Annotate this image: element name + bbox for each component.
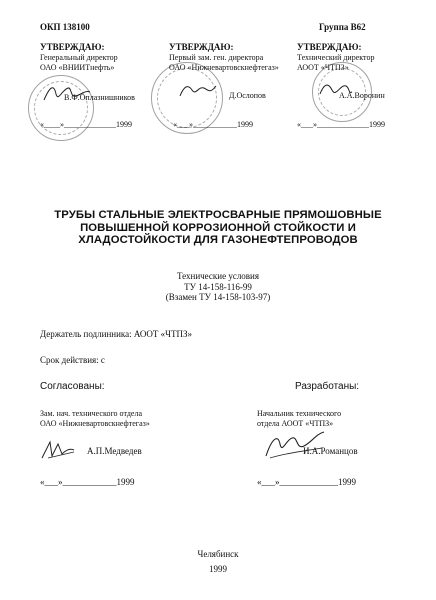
document-title: [40, 209, 396, 247]
approval-3-signer: А.А.Воронин: [339, 91, 385, 100]
spec-replaces: (Взамен ТУ 14-158-103-97): [165, 292, 271, 302]
original-holder: Держатель подлинника: АООТ «ЧТПЗ»: [40, 329, 193, 339]
title-line-2: ПОВЫШЕННОЙ КОРРОЗИОННОЙ СТОЙКОСТИ И: [80, 221, 356, 234]
footer-city: Челябинск: [197, 549, 239, 559]
developed-signer: И.А.Романцов: [303, 446, 358, 456]
agreed-date: «___»____________1999: [40, 477, 135, 487]
approval-1-org: ОАО «ВНИИТнефть»: [40, 63, 115, 72]
approval-2-position: Первый зам. ген. директора: [169, 53, 264, 62]
approval-3-heading: УТВЕРЖДАЮ:: [297, 42, 362, 52]
spec-type: Технические условия: [176, 271, 260, 281]
title-line-3: ХЛАДОСТОЙКОСТИ ДЛЯ ГАЗОНЕФТЕПРОВОДОВ: [78, 234, 358, 246]
approval-2-date: «___»___________1999: [173, 120, 253, 129]
title-line-1: ТРУБЫ СТАЛЬНЫЕ ЭЛЕКТРОСВАРНЫЕ ПРЯМОШОВНЫЕ: [54, 209, 382, 221]
agreed-position: Зам. нач. технического отдела: [40, 409, 142, 418]
developed-date: «___»_____________1999: [257, 477, 356, 487]
approval-1-heading: УТВЕРЖДАЮ:: [40, 42, 105, 52]
agreed-signer: А.П.Медведев: [87, 446, 142, 456]
developed-org: отдела АООТ «ЧТПЗ»: [257, 419, 334, 428]
group-code: Группа В62: [319, 22, 366, 32]
agreed-org: ОАО «Нижневартовскнефтегаз»: [40, 419, 150, 428]
approval-3-date: «___»_____________1999: [297, 120, 385, 129]
approval-2-heading: УТВЕРЖДАЮ:: [169, 42, 234, 52]
spec-block: [118, 271, 318, 303]
approval-1-signer: В.Ф.Оплазнишников: [64, 93, 135, 102]
approval-2-signer: Д.Ослопов: [229, 91, 266, 100]
approval-2-org: ОАО «Нижневартовскнефтегаз»: [169, 63, 279, 72]
approval-2-signature: [178, 80, 218, 100]
developed-signature: [262, 428, 332, 462]
approval-1-position: Генеральный директор: [40, 53, 118, 62]
spec-number: ТУ 14-158-116-99: [184, 281, 252, 292]
approval-3-org: АООТ «ЧТПЗ»: [297, 63, 349, 72]
approval-3-position: Технический директор: [297, 53, 375, 62]
developed-position: Начальник технического: [257, 409, 342, 418]
okp-code: ОКП 138100: [40, 22, 90, 32]
agreed-heading: Согласованы:: [40, 381, 105, 392]
validity-period: Срок действия: с: [40, 355, 105, 365]
approval-1-date: «____»_____________1999: [40, 120, 132, 129]
footer-year: 1999: [209, 564, 227, 574]
developed-heading: Разработаны:: [295, 381, 360, 392]
agreed-signature: [38, 438, 78, 460]
